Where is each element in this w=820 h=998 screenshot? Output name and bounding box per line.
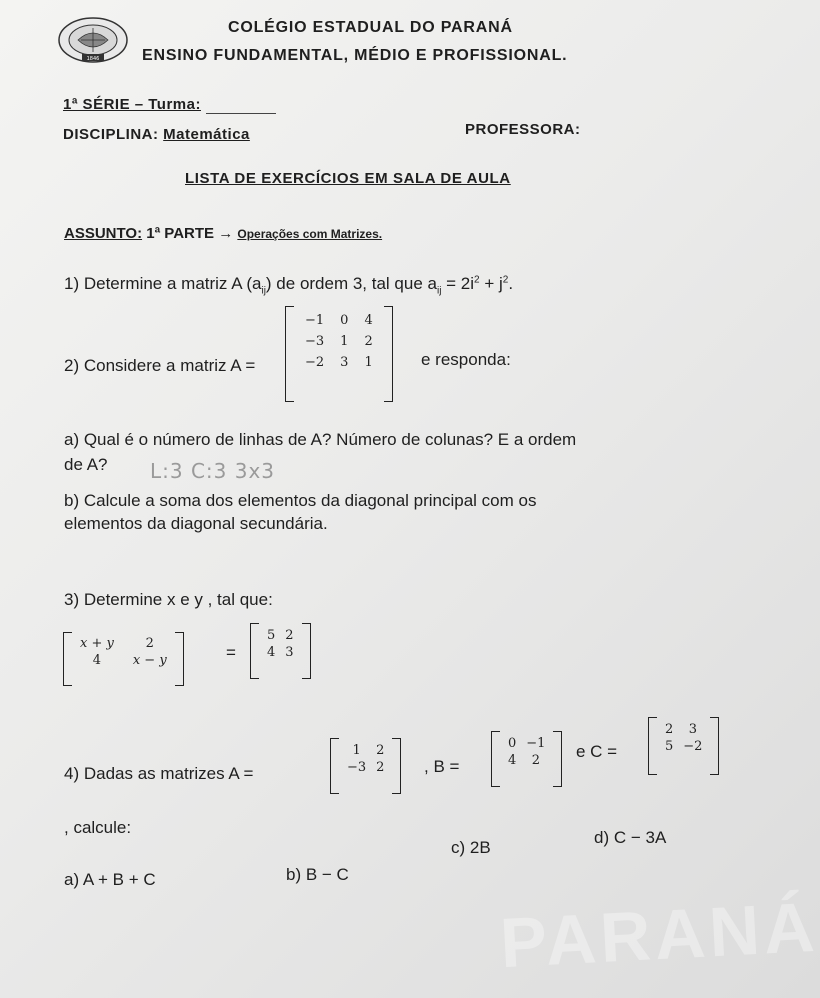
q1-sup-d: 2 [502, 274, 509, 286]
question-1 [64, 274, 513, 296]
assunto-label: ASSUNTO: [64, 225, 143, 242]
handwritten-answer: L:3 C:3 3x3 [150, 459, 276, 483]
matrix-cell: 3 [285, 645, 294, 660]
matrix-cell: 4 [364, 313, 373, 328]
q1-sub-a: ij [261, 285, 266, 297]
matrix-cell: 4 [92, 653, 102, 668]
q1-text-d: + j [479, 274, 503, 293]
matrix-cell: 1 [352, 743, 361, 758]
matrix-cell: 2 [376, 743, 385, 758]
q2-a-line1: a) Qual é o número de linhas de A? Número de colunas? E a ordem [64, 430, 577, 449]
matrix-cell: 1 [340, 334, 349, 349]
q4-matrix-b [491, 731, 562, 787]
q4-calcule: , calcule: [64, 818, 132, 837]
q3-equals: = [226, 643, 236, 662]
q4-matrix-c [648, 717, 719, 775]
matrix-cell: −1 [526, 736, 546, 751]
matrix-cell: 4 [508, 753, 517, 768]
matrix-cell: x + y [80, 636, 114, 651]
q3-left-matrix [63, 632, 184, 686]
turma-blank [206, 96, 276, 114]
q1-text-b: ) de ordem 3, tal que a [265, 274, 437, 293]
q2-a-line2: de A? [64, 455, 108, 474]
matrix-cell: 4 [267, 645, 276, 660]
q2-matrix-a [285, 306, 393, 402]
matrix-cell: x − y [132, 653, 167, 668]
q4-item-a: a) A + B + C [64, 870, 156, 889]
assunto-part: 1ª PARTE → [146, 225, 234, 242]
q3-right-matrix [250, 623, 311, 679]
school-seal-icon [56, 16, 130, 64]
q4-matrix-a [330, 738, 401, 794]
school-levels: ENSINO FUNDAMENTAL, MÉDIO E PROFISSIONAL. [142, 47, 568, 64]
school-name: COLÉGIO ESTADUAL DO PARANÁ [228, 19, 513, 36]
matrix-cell: 2 [376, 760, 385, 775]
disciplina-row [63, 126, 250, 143]
matrix-cell: −2 [305, 355, 325, 370]
matrix-cell: 5 [267, 628, 276, 643]
disciplina-value: Matemática [163, 126, 250, 143]
matrix-cell: −1 [305, 313, 325, 328]
matrix-cell: 2 [665, 722, 674, 737]
disciplina-label: DISCIPLINA: [63, 126, 159, 143]
q1-text-a: 1) Determine a matriz A (a [64, 274, 262, 293]
svg-text:1846: 1846 [86, 56, 100, 62]
background-watermark: PARANÁ [498, 887, 820, 983]
matrix-cell: 3 [340, 355, 349, 370]
page-title: LISTA DE EXERCÍCIOS EM SALA DE AULA [185, 170, 511, 187]
q4-item-d: d) C − 3A [594, 828, 667, 847]
assunto-row [64, 225, 382, 242]
q4-item-c: c) 2B [451, 838, 491, 857]
matrix-cell: −2 [683, 739, 703, 754]
matrix-cell: −3 [347, 760, 367, 775]
q3-text: 3) Determine x e y , tal que: [64, 590, 273, 609]
matrix-cell: 2 [531, 753, 540, 768]
matrix-cell: 3 [688, 722, 697, 737]
matrix-cell: 0 [340, 313, 349, 328]
q1-sup-c: 2 [474, 274, 480, 286]
serie-label [63, 96, 276, 114]
matrix-cell: 0 [508, 736, 517, 751]
matrix-cell: −3 [305, 334, 325, 349]
matrix-cell: 5 [665, 739, 674, 754]
assunto-topic: Operações com Matrizes. [237, 227, 383, 241]
q4-item-b: b) B − C [286, 865, 349, 884]
matrix-cell: 2 [285, 628, 294, 643]
q2-b-line1: b) Calcule a soma dos elementos da diagonal principal com os [64, 491, 537, 510]
matrix-cell: 2 [364, 334, 373, 349]
matrix-cell: 2 [145, 636, 154, 651]
q4-b-label: , B = [424, 757, 460, 776]
q4-intro: 4) Dadas as matrizes A = [64, 764, 254, 783]
q2-outro: e responda: [421, 350, 511, 369]
matrix-cell: 1 [364, 355, 373, 370]
q4-c-label: e C = [576, 742, 618, 761]
q1-sub-b: ij [436, 285, 442, 297]
serie-text: 1ª SÉRIE – Turma: [63, 96, 201, 113]
q1-text-c: = 2i [441, 274, 475, 293]
q2-b-line2: elementos da diagonal secundária. [64, 514, 328, 533]
professora-label: PROFESSORA: [465, 121, 581, 138]
q1-text-e: . [508, 274, 514, 293]
q2-intro: 2) Considere a matriz A = [64, 356, 256, 375]
